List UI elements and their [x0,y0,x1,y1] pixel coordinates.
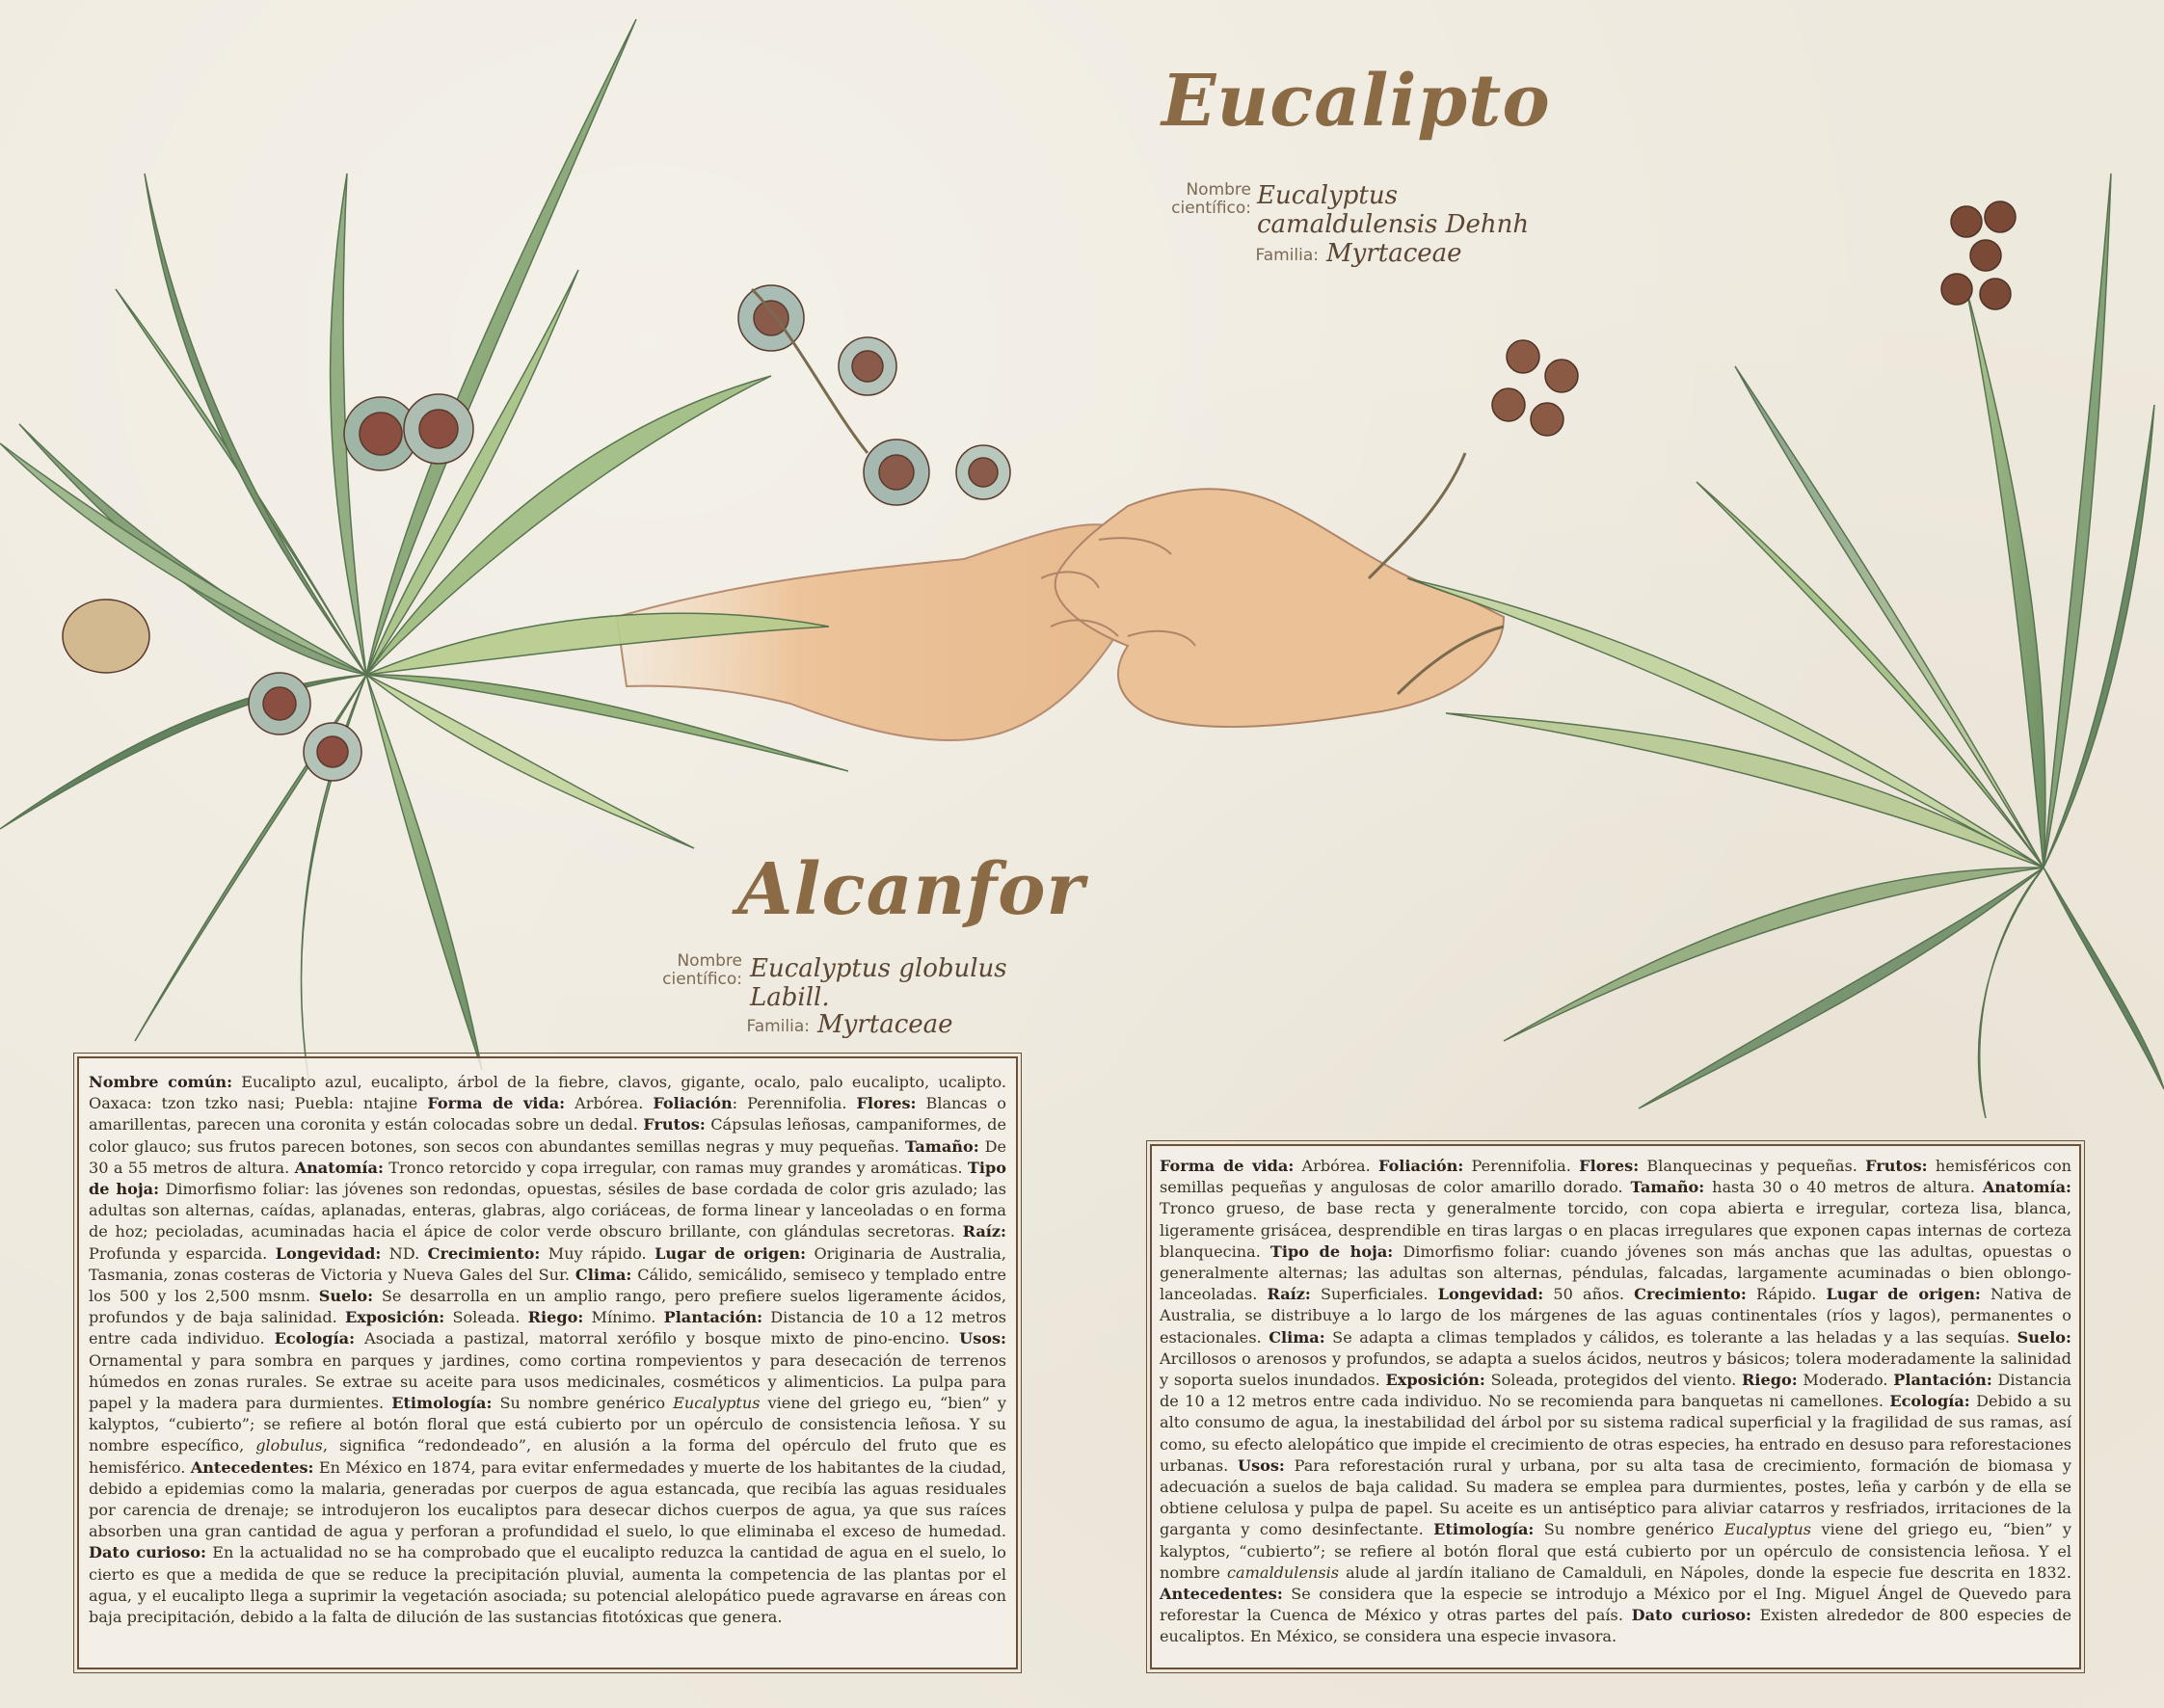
field-label: Longevidad: [275,1243,382,1263]
field-text: 50 años. [1543,1285,1635,1304]
field-label: Forma de vida: [1160,1157,1295,1175]
eucalipto-description-box [1150,1144,2081,1669]
field-text: globulus [255,1436,323,1455]
field-label: Clima: [1269,1327,1325,1347]
field-label: Dato curioso: [89,1543,206,1562]
field-label: Lugar de origen: [1826,1285,1981,1304]
field-text: camaldulensis [1227,1562,1339,1582]
sci-label-line2: científico: [662,970,742,989]
field-label: Etimología: [391,1394,493,1413]
field-text: Eucalipto azul, eucalipto, árbol de la fiebre, clavos, gigante, ocalo, palo eucalipto, ucalipto. Oaxaca: tzon tzko nasi; Puebla: ntajine [89,1073,1006,1113]
field-text: viene del griego eu, “bien” y kalyptos, “cubierto”; se refiere al botón floral que está cubierto por un opérculo de consistencia leñosa. Y el nombre [1160,1520,2072,1582]
field-label: Exposición: [1385,1371,1485,1390]
field-text: Perennifolia. [1463,1157,1580,1175]
sci-label-line1: Nombre [1186,180,1251,200]
field-text: En México en 1874, para evitar enfermedades y muerte de los habitantes de la ciudad, debido a epidemias como la malaria, generadas por cuerpos de agua estancada, que recibía las aguas residuales por carencia de drenaje; se introdujeron los eucaliptos para desecar dichos cuerpos de agua, ya que sus raíces absorben una gran cantidad de agua y perforan a profundidad el suelo, lo que eliminaba el exceso de humedad. [89,1457,1007,1541]
sci-label-line1: Nombre [677,951,742,971]
field-label: Flores: [1579,1157,1640,1175]
field-text: Eucalyptus [1723,1520,1812,1539]
alcanfor-title: Alcanfor [737,848,1085,931]
field-text: Superficiales. [1310,1285,1438,1304]
field-text: Mínimo. [583,1308,664,1327]
field-text: Existen alrededor de 800 especies de eucaliptos. En México, se considera una especie invasora. [1160,1606,2071,1646]
field-text: Soleada, protegidos del viento. [1484,1371,1743,1390]
field-text: Arbórea. [565,1094,654,1113]
field-text: hemisféricos con semillas pequeñas y angulosas de color amarillo dorado. [1160,1157,2072,1197]
field-text: alude al jardín italiano de Camalduli, en Nápoles, donde la especie fue descrita en 1832. [1339,1562,2072,1582]
field-text: Originaria de Australia, Tasmania, zonas costeras de Victoria y Nueva Gales del Sur. [89,1243,1007,1284]
field-label: Raíz: [962,1222,1006,1241]
field-label: Plantación: [1893,1371,1992,1390]
alcanfor-family-value: Myrtaceae [817,1010,953,1039]
eucalipto-sci-label [1089,181,1251,218]
field-text: Debido a su alto consumo de agua, la inestabilidad del árbol por su sistema radical superficial y la fragilidad de sus ramas, así como, su efecto alelopático que impide el crecimiento de otras especies, ha entrado en desuso para reforestaciones urbanas. [1160,1392,2072,1475]
field-text: Dimorfismo foliar: cuando jóvenes son más anchas que las adultas, opuestas o generalmente alternas; las adultas son alternas, péndulas, falcadas, largamente acuminadas o bien oblongo-lanceoladas. [1160,1241,2072,1304]
field-text: viene del griego eu, “bien” y kalyptos, “cubierto”; se refiere al botón floral que está cubierto por un opérculo de consistencia leñosa. Y su nombre específico, [89,1394,1006,1455]
field-label: Etimología: [1433,1520,1535,1539]
left-leaves [0,19,848,1080]
field-label: Tamaño: [1630,1178,1705,1197]
alcanfor-sci-label [578,952,742,989]
alcanfor-family-label: Familia: [746,1017,810,1036]
field-label: Crecimiento: [427,1243,541,1263]
field-label: Riego: [527,1308,584,1327]
eucalipto-family-label: Familia: [1255,246,1319,265]
field-text: hasta 30 o 40 metros de altura. [1704,1178,1983,1197]
field-label: Exposición: [344,1308,445,1327]
field-text: Dimorfismo foliar: las jóvenes son redondas, opuestas, sésiles de base cordada de color gris azulado; las adultas son alternas, caídas, aplanadas, enteras, glabras, algo coriáceas, de forma linear y lanceoladas o en forma de hoz; pecioladas, acuminadas hacia el ápice de color verde obscuro brillante, con glándulas secretoras. [89,1180,1006,1241]
field-label: Raíz: [1267,1285,1311,1304]
sci-label-line2: científico: [1171,199,1251,218]
field-label: Tamaño: [904,1136,979,1156]
field-label: Foliación [653,1094,733,1113]
field-text: Se considera que la especie se introdujo a México por el Ing. Miguel Ángel de Quevedo para reforestar la Cuenca de México y otras partes del país. [1160,1585,2071,1625]
field-label: Suelo: [318,1287,374,1306]
field-text: Blanquecinas y pequeñas. [1639,1157,1866,1175]
field-text: Muy rápido. [540,1243,655,1263]
field-label: Longevidad: [1437,1285,1544,1304]
field-text: : Perennifolia. [732,1094,857,1113]
field-label: Usos: [1238,1455,1285,1475]
field-text: , significa “redondeado”, en alusión a la forma del opérculo del fruto que es hemisférico. [89,1436,1007,1477]
field-label: Anatomía: [1982,1178,2071,1197]
field-label: Lugar de origen: [655,1243,807,1263]
field-label: Flores: [856,1094,917,1113]
field-label: Ecología: [1889,1392,1970,1411]
field-label: Forma de vida: [427,1094,566,1113]
field-text: Profunda y esparcida. [89,1243,276,1263]
field-text: Rápido. [1746,1285,1827,1304]
field-label: Frutos: [643,1115,706,1134]
alcanfor-sci-value: Eucalyptus globulus Labill. [750,954,1007,1012]
field-text: Distancia de 10 a 12 metros entre cada individuo. [89,1308,1006,1348]
field-label: Suelo: [2017,1327,2071,1347]
field-text: Eucalyptus [673,1394,761,1413]
field-label: Antecedentes: [1160,1585,1283,1604]
eucalipto-title: Eucalipto [1162,60,1551,143]
field-label: Ecología: [274,1329,356,1348]
alcanfor-description-box [77,1056,1018,1669]
field-label: Anatomía: [294,1158,384,1177]
field-text: Cálido, semicálido, semiseco y templado entre los 500 y los 2,500 msnm. [89,1265,1006,1306]
field-text: ND. [381,1243,428,1263]
field-text: Blancas o amarillentas, parecen una coronita y están colocadas sobre un dedal. [89,1094,1006,1134]
field-text: Para reforestación rural y urbana, por su alta tasa de crecimiento, formación de biomasa y adecuación a suelos de baja calidad. Su madera se emplea para durmientes, postes, leña y carbón y de ella se obtiene celulosa y pulpa de papel. Su aceite es un antiséptico para aliviar catarros y resfriados, irritaciones de la garganta y como desinfectante. [1160,1455,2072,1539]
field-label: Clima: [574,1265,632,1284]
field-text: Soleada. [444,1308,528,1327]
field-text: Distancia de 10 a 12 metros entre cada individuo. No se recomienda para banquetas ni camellones. [1160,1371,2072,1411]
field-text: Su nombre genérico [1534,1520,1724,1539]
field-text: Moderado. [1797,1371,1894,1390]
field-text: De 30 a 55 metros de altura. [89,1136,1006,1177]
field-label: Nombre común: [89,1073,233,1091]
field-label: Foliación: [1378,1157,1464,1175]
field-label: Crecimiento: [1634,1285,1747,1304]
field-text: Se adapta a climas templados y cálidos, es tolerante a las heladas y a las sequías. [1324,1327,2017,1347]
field-text: Tronco retorcido y copa irregular, con ramas muy grandes y aromáticas. [383,1158,968,1177]
field-label: Tipo de hoja: [89,1158,1006,1199]
field-label: Antecedentes: [190,1457,314,1477]
field-text: Cápsulas leñosas, campaniformes, de color glauco; sus frutos parecen botones, son secos con abundantes semillas negras y muy pequeñas. [89,1115,1007,1156]
field-text: Se desarrolla en un amplio rango, pero prefiere suelos ligeramente ácidos, profundos y de baja salinidad. [89,1287,1006,1327]
right-leaves [1407,173,2164,1118]
field-text: Arbórea. [1294,1157,1379,1175]
field-label: Frutos: [1865,1157,1928,1175]
eucalipto-family-value: Myrtaceae [1326,239,1462,268]
field-text: Arcillosos o arenosos y profundos, se adapta a suelos ácidos, neutros y básicos; tolera moderadamente la salinidad y soporta suelos inundados. [1160,1348,2071,1390]
eucalipto-sci-value: Eucalyptus camaldulensis Dehnh [1257,181,1530,239]
field-text: Su nombre genérico [492,1394,674,1413]
hands-illustration [617,489,1504,740]
field-text: Ornamental y para sombra en parques y jardines, como cortina rompevientos y para desecación de terrenos húmedos en zonas rurales. Se extrae su aceite para usos medicinales, cosméticos y alimenticios. La pulpa para papel y la madera para durmientes. [89,1350,1006,1413]
field-text: Nativa de Australia, se distribuye a lo largo de los márgenes de las aguas continentales (ríos y lagos), permanentes o estacionales. [1160,1285,2071,1347]
field-label: Usos: [959,1329,1006,1348]
field-label: Dato curioso: [1631,1606,1751,1625]
field-label: Plantación: [663,1308,763,1327]
field-text: Tronco grueso, de base recta y generalmente torcido, con copa abierta e irregular, corteza lisa, blanca, ligeramente grisácea, desprendible en tiras largas o en placas irregulares que exponen capas internas de corteza blanquecina. [1160,1199,2071,1261]
field-text: En la actualidad no se ha comprobado que el eucalipto reduzca la cantidad de agua en el suelo, lo cierto es que a medida de que se reduce la precipitación pluvial, aumenta la competencia de las plantas por el agua, y el eucalipto llega a suprimir la vegetación asociada; su potencial alelopático puede agravarse en áreas con baja precipitación, debido a la falta de dilución de las sustancias fitotóxicas que genera. [89,1543,1006,1627]
field-label: Tipo de hoja: [1269,1241,1394,1261]
field-text: Asociada a pastizal, matorral xerófilo y bosque mixto de pino-encino. [355,1329,960,1348]
field-label: Riego: [1742,1371,1798,1390]
